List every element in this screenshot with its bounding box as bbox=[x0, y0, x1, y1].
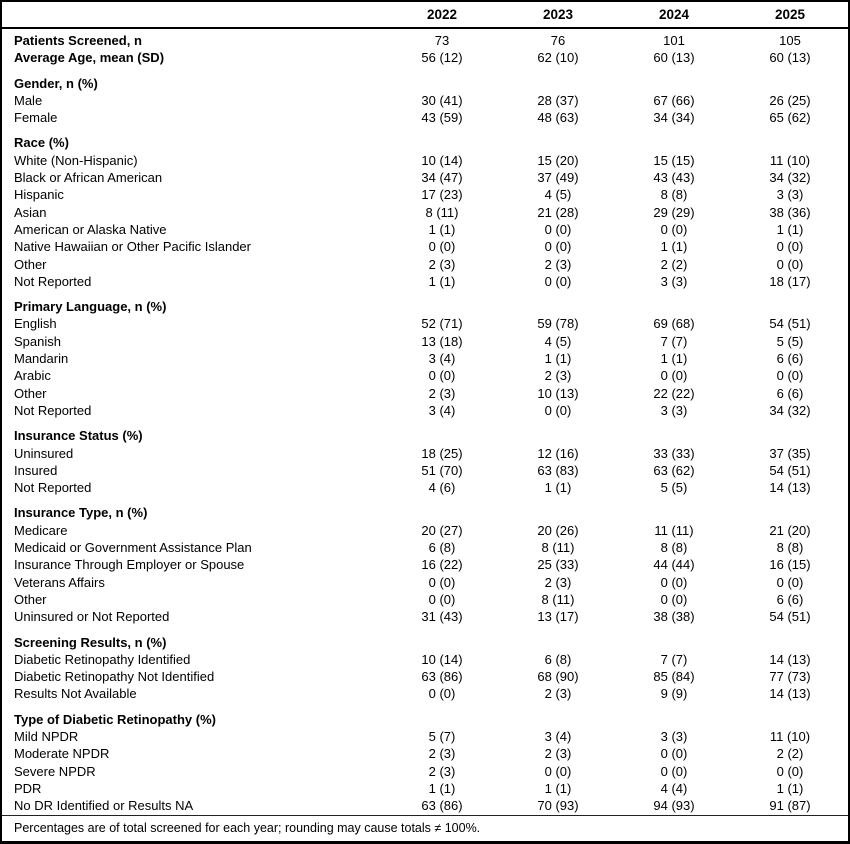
table-section bbox=[2, 504, 848, 625]
cell-value: 0 (0) bbox=[776, 763, 804, 779]
cell-value: 63 (86) bbox=[421, 798, 463, 814]
table-row bbox=[2, 333, 848, 350]
table-footnote: Percentages are of total screened for each year; rounding may cause totals ≠ 100%. bbox=[2, 815, 848, 841]
section-header-row bbox=[2, 298, 848, 315]
row-label: No DR Identified or Results NA bbox=[14, 798, 194, 814]
table-row bbox=[2, 522, 848, 539]
section-header-label: Primary Language, n (%) bbox=[14, 299, 167, 315]
cell-value: 48 (63) bbox=[537, 110, 579, 126]
cell-value: 18 (25) bbox=[421, 445, 463, 461]
section-header-row bbox=[2, 711, 848, 728]
cell-value: 38 (36) bbox=[769, 204, 811, 220]
cell-value: 2 (3) bbox=[428, 746, 456, 762]
cell-value: 73 bbox=[434, 33, 450, 48]
row-label: Diabetic Retinopathy Not Identified bbox=[14, 669, 215, 685]
cell-value: 1 (1) bbox=[776, 221, 804, 237]
section-header-label: Insurance Type, n (%) bbox=[14, 505, 148, 521]
cell-value: 2 (2) bbox=[776, 746, 804, 762]
table-section bbox=[2, 75, 848, 127]
section-header-label: Screening Results, n (%) bbox=[14, 634, 167, 650]
cell-value: 60 (13) bbox=[653, 50, 695, 66]
table-row bbox=[2, 169, 848, 186]
row-label: Uninsured or Not Reported bbox=[14, 609, 170, 625]
table-section bbox=[2, 134, 848, 290]
cell-value: 13 (17) bbox=[537, 609, 579, 625]
table-row bbox=[2, 574, 848, 591]
table-row bbox=[2, 797, 848, 814]
cell-value: 65 (62) bbox=[769, 110, 811, 126]
cell-value: 0 (0) bbox=[660, 746, 688, 762]
cell-value: 13 (18) bbox=[421, 333, 463, 349]
row-label: PDR bbox=[14, 780, 42, 796]
cell-value: 54 (51) bbox=[769, 316, 811, 332]
cell-value: 8 (8) bbox=[660, 187, 688, 203]
cell-value: 14 (13) bbox=[769, 686, 811, 702]
row-label: Arabic bbox=[14, 368, 51, 384]
cell-value: 4 (5) bbox=[544, 333, 572, 349]
cell-value: 6 (8) bbox=[428, 540, 456, 556]
row-label: Severe NPDR bbox=[14, 763, 96, 779]
cell-value: 1 (1) bbox=[544, 351, 572, 367]
table-section bbox=[2, 634, 848, 703]
cell-value: 1 (1) bbox=[660, 239, 688, 255]
cell-value: 0 (0) bbox=[428, 239, 456, 255]
table-row bbox=[2, 462, 848, 479]
cell-value: 91 (87) bbox=[769, 798, 811, 814]
cell-value: 7 (7) bbox=[660, 333, 688, 349]
cell-value: 56 (12) bbox=[421, 50, 463, 66]
cell-value: 3 (3) bbox=[660, 402, 688, 418]
cell-value: 25 (33) bbox=[537, 557, 579, 573]
cell-value: 0 (0) bbox=[428, 591, 456, 607]
cell-value: 68 (90) bbox=[537, 669, 579, 685]
row-label: Moderate NPDR bbox=[14, 746, 110, 762]
row-label: Other bbox=[14, 256, 47, 272]
cell-value: 0 (0) bbox=[660, 763, 688, 779]
cell-value: 4 (4) bbox=[660, 780, 688, 796]
row-label: Insurance Through Employer or Spouse bbox=[14, 557, 245, 573]
cell-value: 20 (26) bbox=[537, 522, 579, 538]
table-row bbox=[2, 238, 848, 255]
cell-value: 0 (0) bbox=[776, 239, 804, 255]
cell-value: 8 (11) bbox=[541, 540, 575, 556]
cell-value: 0 (0) bbox=[660, 591, 688, 607]
row-label: Medicaid or Government Assistance Plan bbox=[14, 540, 252, 556]
row-label: Female bbox=[14, 110, 58, 126]
cell-value: 11 (10) bbox=[769, 152, 811, 168]
table-row bbox=[2, 273, 848, 290]
cell-value: 34 (32) bbox=[769, 170, 811, 186]
table-row bbox=[2, 745, 848, 762]
table-row bbox=[2, 539, 848, 556]
cell-value: 2 (3) bbox=[428, 763, 456, 779]
cell-value: 1 (1) bbox=[544, 480, 572, 496]
cell-value: 5 (5) bbox=[776, 333, 804, 349]
row-label: Not Reported bbox=[14, 480, 92, 496]
cell-value: 60 (13) bbox=[769, 50, 811, 66]
cell-value: 52 (71) bbox=[421, 316, 463, 332]
table-body bbox=[2, 29, 848, 815]
table-row bbox=[2, 109, 848, 126]
row-label: Insured bbox=[14, 462, 58, 478]
cell-value: 34 (34) bbox=[653, 110, 695, 126]
cell-value: 77 (73) bbox=[769, 669, 811, 685]
section-header-row bbox=[2, 504, 848, 521]
cell-value: 2 (3) bbox=[544, 686, 572, 702]
cell-value: 59 (78) bbox=[537, 316, 579, 332]
row-label: American or Alaska Native bbox=[14, 221, 167, 237]
cell-value: 11 (11) bbox=[654, 522, 694, 538]
cell-value: 105 bbox=[779, 33, 801, 48]
table-row bbox=[2, 92, 848, 109]
cell-value: 3 (4) bbox=[544, 728, 572, 744]
cell-value: 37 (35) bbox=[769, 445, 811, 461]
cell-value: 1 (1) bbox=[428, 273, 456, 289]
row-label: Mandarin bbox=[14, 351, 69, 367]
table-row bbox=[2, 668, 848, 685]
cell-value: 21 (20) bbox=[769, 522, 811, 538]
table-row bbox=[2, 350, 848, 367]
cell-value: 5 (5) bbox=[660, 480, 688, 496]
row-label: Black or African American bbox=[14, 170, 163, 186]
cell-value: 6 (6) bbox=[776, 591, 804, 607]
row-label: Not Reported bbox=[14, 273, 92, 289]
table-row bbox=[2, 685, 848, 702]
row-label: Not Reported bbox=[14, 402, 92, 418]
cell-value: 0 (0) bbox=[428, 686, 456, 702]
cell-value: 101 bbox=[663, 33, 685, 48]
row-label: Hispanic bbox=[14, 187, 64, 203]
cell-value: 26 (25) bbox=[769, 92, 811, 108]
cell-value: 1 (1) bbox=[776, 780, 804, 796]
cell-value: 54 (51) bbox=[769, 462, 811, 478]
row-label: Mild NPDR bbox=[14, 728, 79, 744]
section-header-label: Type of Diabetic Retinopathy (%) bbox=[14, 711, 216, 727]
column-header-2025: 2025 bbox=[774, 7, 806, 22]
cell-value: 3 (3) bbox=[660, 273, 688, 289]
cell-value: 3 (4) bbox=[428, 351, 456, 367]
row-label: Average Age, mean (SD) bbox=[14, 50, 165, 66]
cell-value: 8 (11) bbox=[425, 204, 459, 220]
cell-value: 0 (0) bbox=[776, 574, 804, 590]
cell-value: 37 (49) bbox=[537, 170, 579, 186]
cell-value: 6 (6) bbox=[776, 351, 804, 367]
section-header-row bbox=[2, 427, 848, 444]
row-label: Spanish bbox=[14, 333, 61, 349]
table-row bbox=[2, 367, 848, 384]
row-label: Other bbox=[14, 591, 47, 607]
cell-value: 34 (47) bbox=[421, 170, 463, 186]
cell-value: 4 (6) bbox=[428, 480, 456, 496]
cell-value: 54 (51) bbox=[769, 609, 811, 625]
row-label: Diabetic Retinopathy Identified bbox=[14, 651, 191, 667]
row-label: White (Non-Hispanic) bbox=[14, 152, 138, 168]
cell-value: 14 (13) bbox=[769, 651, 811, 667]
cell-value: 31 (43) bbox=[421, 609, 463, 625]
table-row bbox=[2, 445, 848, 462]
cell-value: 21 (28) bbox=[537, 204, 579, 220]
cell-value: 8 (11) bbox=[541, 591, 575, 607]
cell-value: 43 (59) bbox=[421, 110, 463, 126]
table-row bbox=[2, 315, 848, 332]
cell-value: 9 (9) bbox=[660, 686, 688, 702]
cell-value: 1 (1) bbox=[428, 780, 456, 796]
column-header-2024: 2024 bbox=[658, 7, 690, 22]
cell-value: 33 (33) bbox=[653, 445, 695, 461]
cell-value: 2 (3) bbox=[544, 368, 572, 384]
table-row bbox=[2, 651, 848, 668]
cell-value: 2 (3) bbox=[544, 746, 572, 762]
cell-value: 51 (70) bbox=[421, 462, 463, 478]
table-row bbox=[2, 186, 848, 203]
table-section bbox=[2, 298, 848, 419]
cell-value: 15 (20) bbox=[537, 152, 579, 168]
cell-value: 6 (6) bbox=[776, 385, 804, 401]
row-label: Asian bbox=[14, 204, 47, 220]
table-row bbox=[2, 32, 848, 49]
cell-value: 5 (7) bbox=[428, 728, 456, 744]
cell-value: 29 (29) bbox=[653, 204, 695, 220]
cell-value: 3 (3) bbox=[660, 728, 688, 744]
cell-value: 44 (44) bbox=[653, 557, 695, 573]
cell-value: 2 (3) bbox=[544, 256, 572, 272]
cell-value: 2 (3) bbox=[544, 574, 572, 590]
table-section bbox=[2, 711, 848, 815]
cell-value: 34 (32) bbox=[769, 402, 811, 418]
row-label: Results Not Available bbox=[14, 686, 137, 702]
cell-value: 67 (66) bbox=[653, 92, 695, 108]
cell-value: 30 (41) bbox=[421, 92, 463, 108]
cell-value: 85 (84) bbox=[653, 669, 695, 685]
cell-value: 16 (22) bbox=[421, 557, 463, 573]
row-label: Male bbox=[14, 92, 43, 108]
table-row bbox=[2, 780, 848, 797]
cell-value: 0 (0) bbox=[660, 221, 688, 237]
cell-value: 14 (13) bbox=[769, 480, 811, 496]
section-header-row bbox=[2, 634, 848, 651]
row-label: Medicare bbox=[14, 522, 68, 538]
row-label: Veterans Affairs bbox=[14, 574, 105, 590]
table-row bbox=[2, 152, 848, 169]
table-row bbox=[2, 256, 848, 273]
cell-value: 0 (0) bbox=[428, 574, 456, 590]
section-header-label: Gender, n (%) bbox=[14, 75, 98, 91]
table-row bbox=[2, 728, 848, 745]
column-header-2022: 2022 bbox=[426, 7, 458, 22]
cell-value: 0 (0) bbox=[544, 402, 572, 418]
table-header-row bbox=[2, 2, 848, 29]
cell-value: 22 (22) bbox=[653, 385, 695, 401]
cell-value: 63 (62) bbox=[653, 462, 695, 478]
section-header-row bbox=[2, 134, 848, 151]
cell-value: 10 (14) bbox=[421, 152, 463, 168]
table-row bbox=[2, 402, 848, 419]
cell-value: 10 (14) bbox=[421, 651, 463, 667]
cell-value: 69 (68) bbox=[653, 316, 695, 332]
cell-value: 0 (0) bbox=[776, 368, 804, 384]
table-section bbox=[2, 32, 848, 67]
cell-value: 43 (43) bbox=[653, 170, 695, 186]
cell-value: 63 (83) bbox=[537, 462, 579, 478]
table-row bbox=[2, 49, 848, 66]
cell-value: 76 bbox=[550, 33, 566, 48]
table-row bbox=[2, 608, 848, 625]
cell-value: 62 (10) bbox=[537, 50, 579, 66]
cell-value: 15 (15) bbox=[653, 152, 695, 168]
cell-value: 0 (0) bbox=[660, 368, 688, 384]
cell-value: 18 (17) bbox=[769, 273, 811, 289]
cell-value: 0 (0) bbox=[428, 368, 456, 384]
cell-value: 2 (2) bbox=[660, 256, 688, 272]
table-row bbox=[2, 763, 848, 780]
cell-value: 0 (0) bbox=[544, 239, 572, 255]
cell-value: 28 (37) bbox=[537, 92, 579, 108]
cell-value: 94 (93) bbox=[653, 798, 695, 814]
section-header-label: Race (%) bbox=[14, 135, 69, 151]
table-section bbox=[2, 427, 848, 496]
cell-value: 0 (0) bbox=[544, 221, 572, 237]
row-label: Other bbox=[14, 385, 47, 401]
cell-value: 0 (0) bbox=[544, 273, 572, 289]
cell-value: 10 (13) bbox=[537, 385, 579, 401]
cell-value: 0 (0) bbox=[660, 574, 688, 590]
cell-value: 6 (8) bbox=[544, 651, 572, 667]
cell-value: 0 (0) bbox=[776, 256, 804, 272]
cell-value: 11 (10) bbox=[769, 728, 811, 744]
cell-value: 1 (1) bbox=[660, 351, 688, 367]
row-label: Native Hawaiian or Other Pacific Islander bbox=[14, 239, 251, 255]
table-row bbox=[2, 204, 848, 221]
cell-value: 20 (27) bbox=[421, 522, 463, 538]
cell-value: 16 (15) bbox=[769, 557, 811, 573]
cell-value: 8 (8) bbox=[660, 540, 688, 556]
cell-value: 4 (5) bbox=[544, 187, 572, 203]
cell-value: 12 (16) bbox=[537, 445, 579, 461]
cell-value: 2 (3) bbox=[428, 385, 456, 401]
cell-value: 3 (4) bbox=[428, 402, 456, 418]
cell-value: 3 (3) bbox=[776, 187, 804, 203]
section-header-label: Insurance Status (%) bbox=[14, 428, 143, 444]
cell-value: 2 (3) bbox=[428, 256, 456, 272]
cell-value: 70 (93) bbox=[537, 798, 579, 814]
table-row bbox=[2, 221, 848, 238]
cell-value: 63 (86) bbox=[421, 669, 463, 685]
row-label: Patients Screened, n bbox=[14, 33, 142, 48]
cell-value: 7 (7) bbox=[660, 651, 688, 667]
row-label: English bbox=[14, 316, 57, 332]
section-header-row bbox=[2, 75, 848, 92]
table-row bbox=[2, 556, 848, 573]
table-row bbox=[2, 479, 848, 496]
cell-value: 1 (1) bbox=[428, 221, 456, 237]
cell-value: 17 (23) bbox=[421, 187, 463, 203]
table-row bbox=[2, 385, 848, 402]
table-row bbox=[2, 591, 848, 608]
row-label: Uninsured bbox=[14, 445, 74, 461]
column-header-2023: 2023 bbox=[542, 7, 574, 22]
cell-value: 0 (0) bbox=[544, 763, 572, 779]
cell-value: 8 (8) bbox=[776, 540, 804, 556]
cell-value: 1 (1) bbox=[544, 780, 572, 796]
cell-value: 38 (38) bbox=[653, 609, 695, 625]
